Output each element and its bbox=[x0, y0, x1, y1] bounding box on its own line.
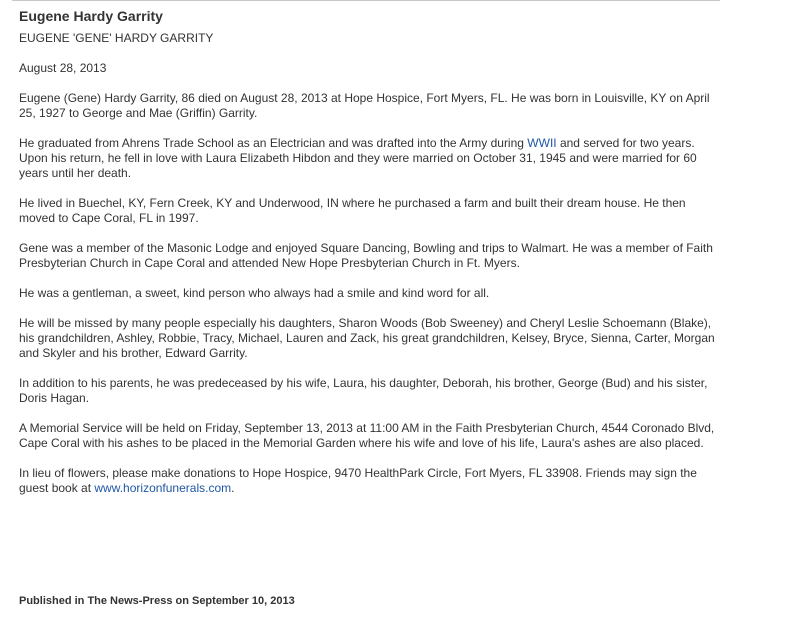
top-divider bbox=[12, 0, 720, 1]
paragraph-7-text: In addition to his parents, he was predeceased by his wife, Laura, his daughter, Deborah, his brother, George (Bud) and his sister, Doris Hagan. bbox=[19, 376, 708, 405]
publication-credit: Published in The News-Press on September 10, 2013 bbox=[19, 595, 295, 607]
paragraph-7 bbox=[19, 376, 719, 406]
paragraph-1 bbox=[19, 91, 719, 121]
paragraph-6-text: He will be missed by many people especially his daughters, Sharon Woods (Bob Sweeney) and Cheryl Leslie Schoemann (Blake), his grandchildren, Ashley, Robbie, Tracy, Michael, Lauren and Zack, his great grandchildren, Kelsey, Bryce, Sienna, Carter, Morgan and Skyler and his brother, Edward Garrity. bbox=[19, 316, 715, 360]
obituary-date: August 28, 2013 bbox=[19, 61, 107, 75]
paragraph-8-text: A Memorial Service will be held on Friday, September 13, 2013 at 11:00 AM in the Faith Presbyterian Church, 4544 Coronado Blvd, Cape Coral with his ashes to be placed in the Memorial Garden where his wife and love of his life, Laura's ashes are also placed. bbox=[19, 421, 715, 450]
paragraph-2-text: He graduated from Ahrens Trade School as an Electrician and was drafted into the Army during bbox=[19, 136, 528, 150]
paragraph-1-text: Eugene (Gene) Hardy Garrity, 86 died on August 28, 2013 at Hope Hospice, Fort Myers, FL. He was born in Louisville, KY on April 25, 1927 to George and Mae (Griffin) Garrity. bbox=[19, 91, 710, 120]
paragraph-5-text: He was a gentleman, a sweet, kind person who always had a smile and kind word for all. bbox=[19, 286, 490, 300]
paragraph-3-text: He lived in Buechel, KY, Fern Creek, KY and Underwood, IN where he purchased a farm and built their dream house. He then moved to Cape Coral, FL in 1997. bbox=[19, 196, 686, 225]
obituary-body bbox=[19, 7, 719, 496]
paragraph-3 bbox=[19, 196, 719, 226]
paragraph-6 bbox=[19, 316, 719, 361]
paragraph-9-text: In lieu of flowers, please make donations to Hope Hospice, 9470 HealthPark Circle, Fort Myers, FL 33908. Friends may sign the guest book at bbox=[19, 466, 697, 495]
paragraph-9 bbox=[19, 466, 719, 496]
paragraph-5 bbox=[19, 286, 719, 301]
paragraph-8 bbox=[19, 421, 719, 451]
paragraph-2-tail: and served for two years. Upon his return, he fell in love with Laura Elizabeth Hibdon and they were married on October 31, 1945 and were married for 60 years until her death. bbox=[19, 136, 697, 180]
paragraph-4 bbox=[19, 241, 719, 271]
paragraph-9-tail: . bbox=[231, 481, 235, 495]
guestbook-link[interactable]: www.horizonfunerals.com bbox=[94, 481, 232, 495]
obituary-title: Eugene Hardy Garrity bbox=[19, 8, 163, 24]
paragraph-4-text: Gene was a member of the Masonic Lodge and enjoyed Square Dancing, Bowling and trips to Walmart. He was a member of Faith Presbyterian Church in Cape Coral and attended New Hope Presbyterian Church in Ft. Myers. bbox=[19, 241, 713, 270]
wwii-link[interactable]: WWII bbox=[527, 136, 557, 150]
paragraph-2 bbox=[19, 136, 719, 181]
obituary-subtitle: EUGENE 'GENE' HARDY GARRITY bbox=[19, 31, 214, 45]
